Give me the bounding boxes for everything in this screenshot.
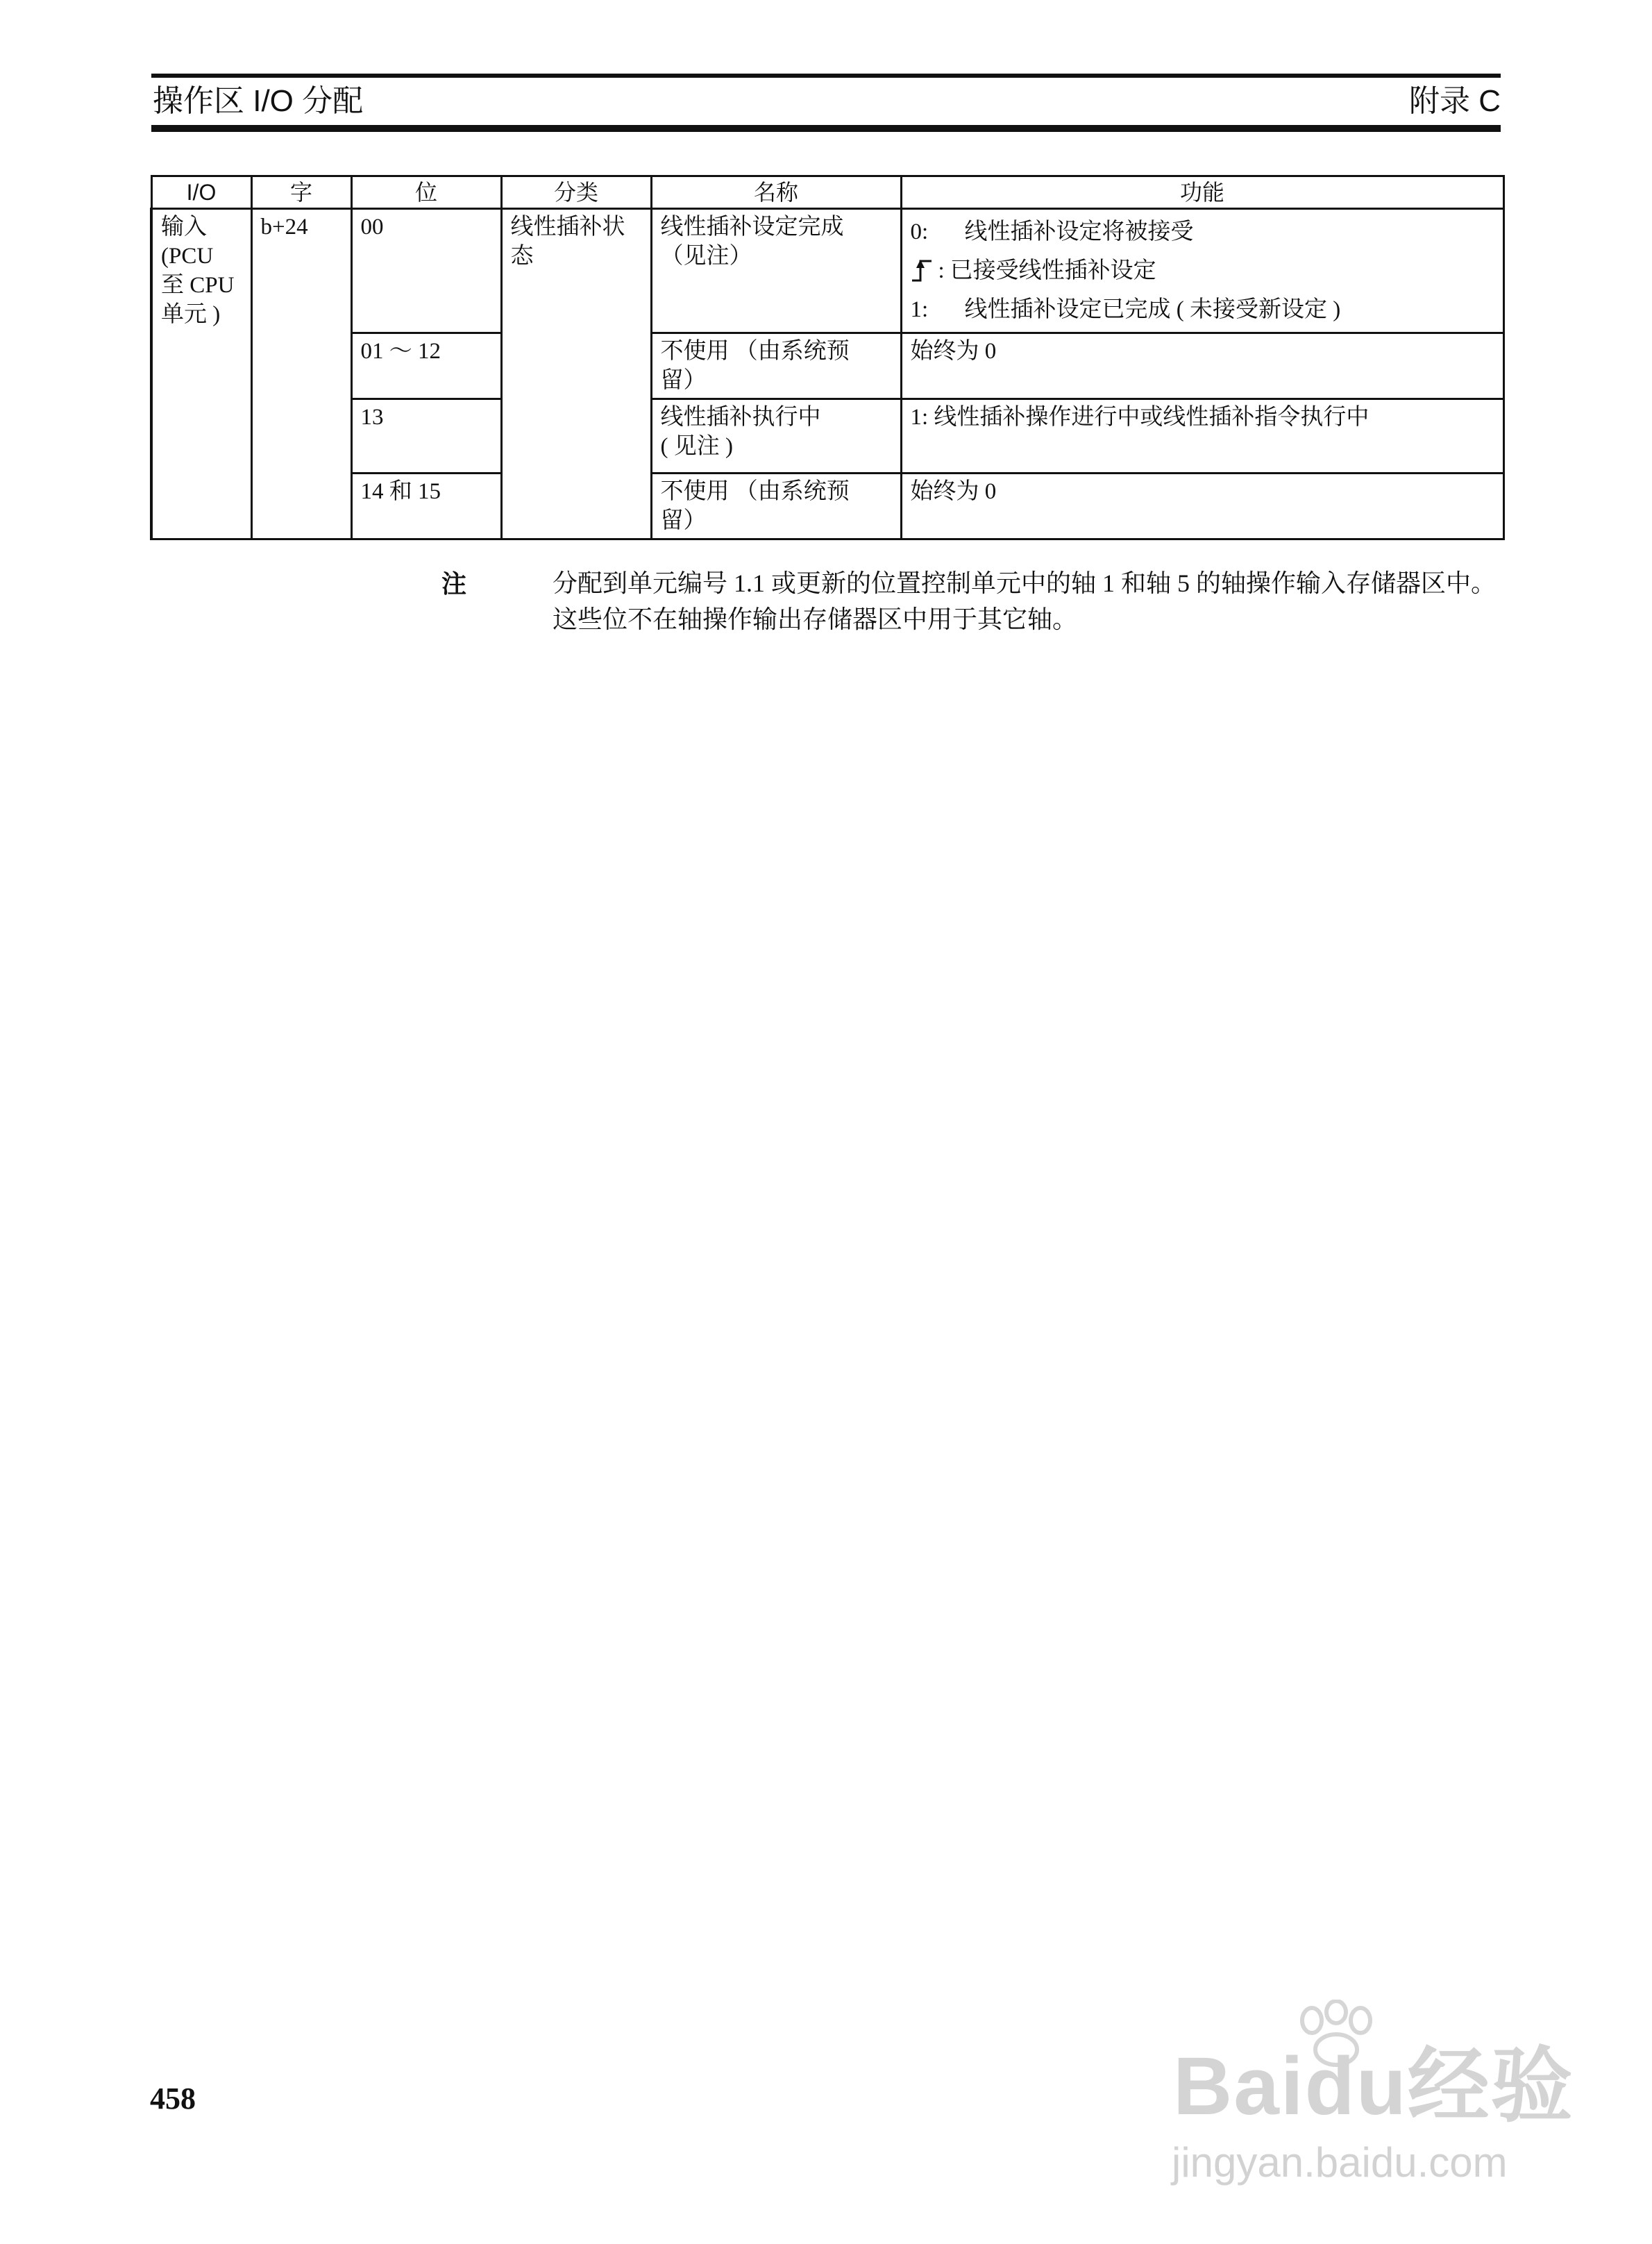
function-key: : xyxy=(938,258,945,283)
function-key: 1: xyxy=(910,297,929,322)
bit-cell: 01 ～ 12 xyxy=(351,333,501,399)
column-header-function: 功能 xyxy=(901,176,1503,209)
name-cell: 不使用 （由系统预 留） xyxy=(651,474,901,539)
function-cell xyxy=(901,209,1503,333)
note-label: 注 xyxy=(441,569,467,598)
function-line xyxy=(911,251,1494,290)
column-header-bit: 位 xyxy=(351,176,501,209)
io-allocation-table xyxy=(150,175,1505,540)
watermark-logo-text: Baidu经验 xyxy=(1173,2041,1574,2132)
name-cell: 线性插补设定完成 （见注） xyxy=(651,209,901,333)
header-rule-top xyxy=(151,74,1501,78)
name-cell: 线性插补执行中 ( 见注 ) xyxy=(651,399,901,474)
table-row xyxy=(151,333,1503,399)
column-header-name: 名称 xyxy=(651,176,901,209)
watermark-url: jingyan.baidu.com xyxy=(1172,2139,1508,2186)
bit-cell: 00 xyxy=(351,209,501,333)
function-text: 线性插补设定已完成 ( 未接受新设定 ) xyxy=(964,297,1341,322)
baidu-watermark xyxy=(1152,2000,1574,2201)
table-header-row xyxy=(151,176,1503,209)
column-header-category: 分类 xyxy=(501,176,651,209)
category-cell: 线性插补状 态 xyxy=(501,209,651,539)
section-title: 操作区 I/O 分配 xyxy=(153,84,364,118)
function-line xyxy=(911,290,1494,329)
function-text: 线性插补设定将被接受 xyxy=(964,219,1194,244)
page-number: 458 xyxy=(150,2082,196,2116)
word-cell: b+24 xyxy=(251,209,351,539)
appendix-label: 附录 C xyxy=(1409,84,1501,118)
rising-edge-icon xyxy=(911,257,934,285)
bit-cell: 14 和 15 xyxy=(351,474,501,539)
table-row xyxy=(151,474,1503,539)
function-cell: 始终为 0 xyxy=(901,333,1503,399)
name-cell: 不使用 （由系统预 留） xyxy=(651,333,901,399)
table-row xyxy=(151,209,1503,333)
function-key: 0: xyxy=(910,219,929,244)
table-row xyxy=(151,399,1503,474)
header-rule-bottom xyxy=(151,125,1501,132)
function-cell: 始终为 0 xyxy=(901,474,1503,539)
column-header-word: 字 xyxy=(251,176,351,209)
function-line xyxy=(911,212,1494,251)
io-cell: 输入 (PCU 至 CPU 单元 ) xyxy=(151,209,251,539)
bit-cell: 13 xyxy=(351,399,501,474)
note-text: 分配到单元编号 1.1 或更新的位置控制单元中的轴 1 和轴 5 的轴操作输入存储器区中。这些位不在轴操作输出存储器区中用于其它轴。 xyxy=(553,569,1497,633)
function-cell: 1: 线性插补操作进行中或线性插补指令执行中 xyxy=(901,399,1503,474)
function-text: 已接受线性插补设定 xyxy=(950,258,1156,283)
column-header-io: I/O xyxy=(151,176,251,209)
